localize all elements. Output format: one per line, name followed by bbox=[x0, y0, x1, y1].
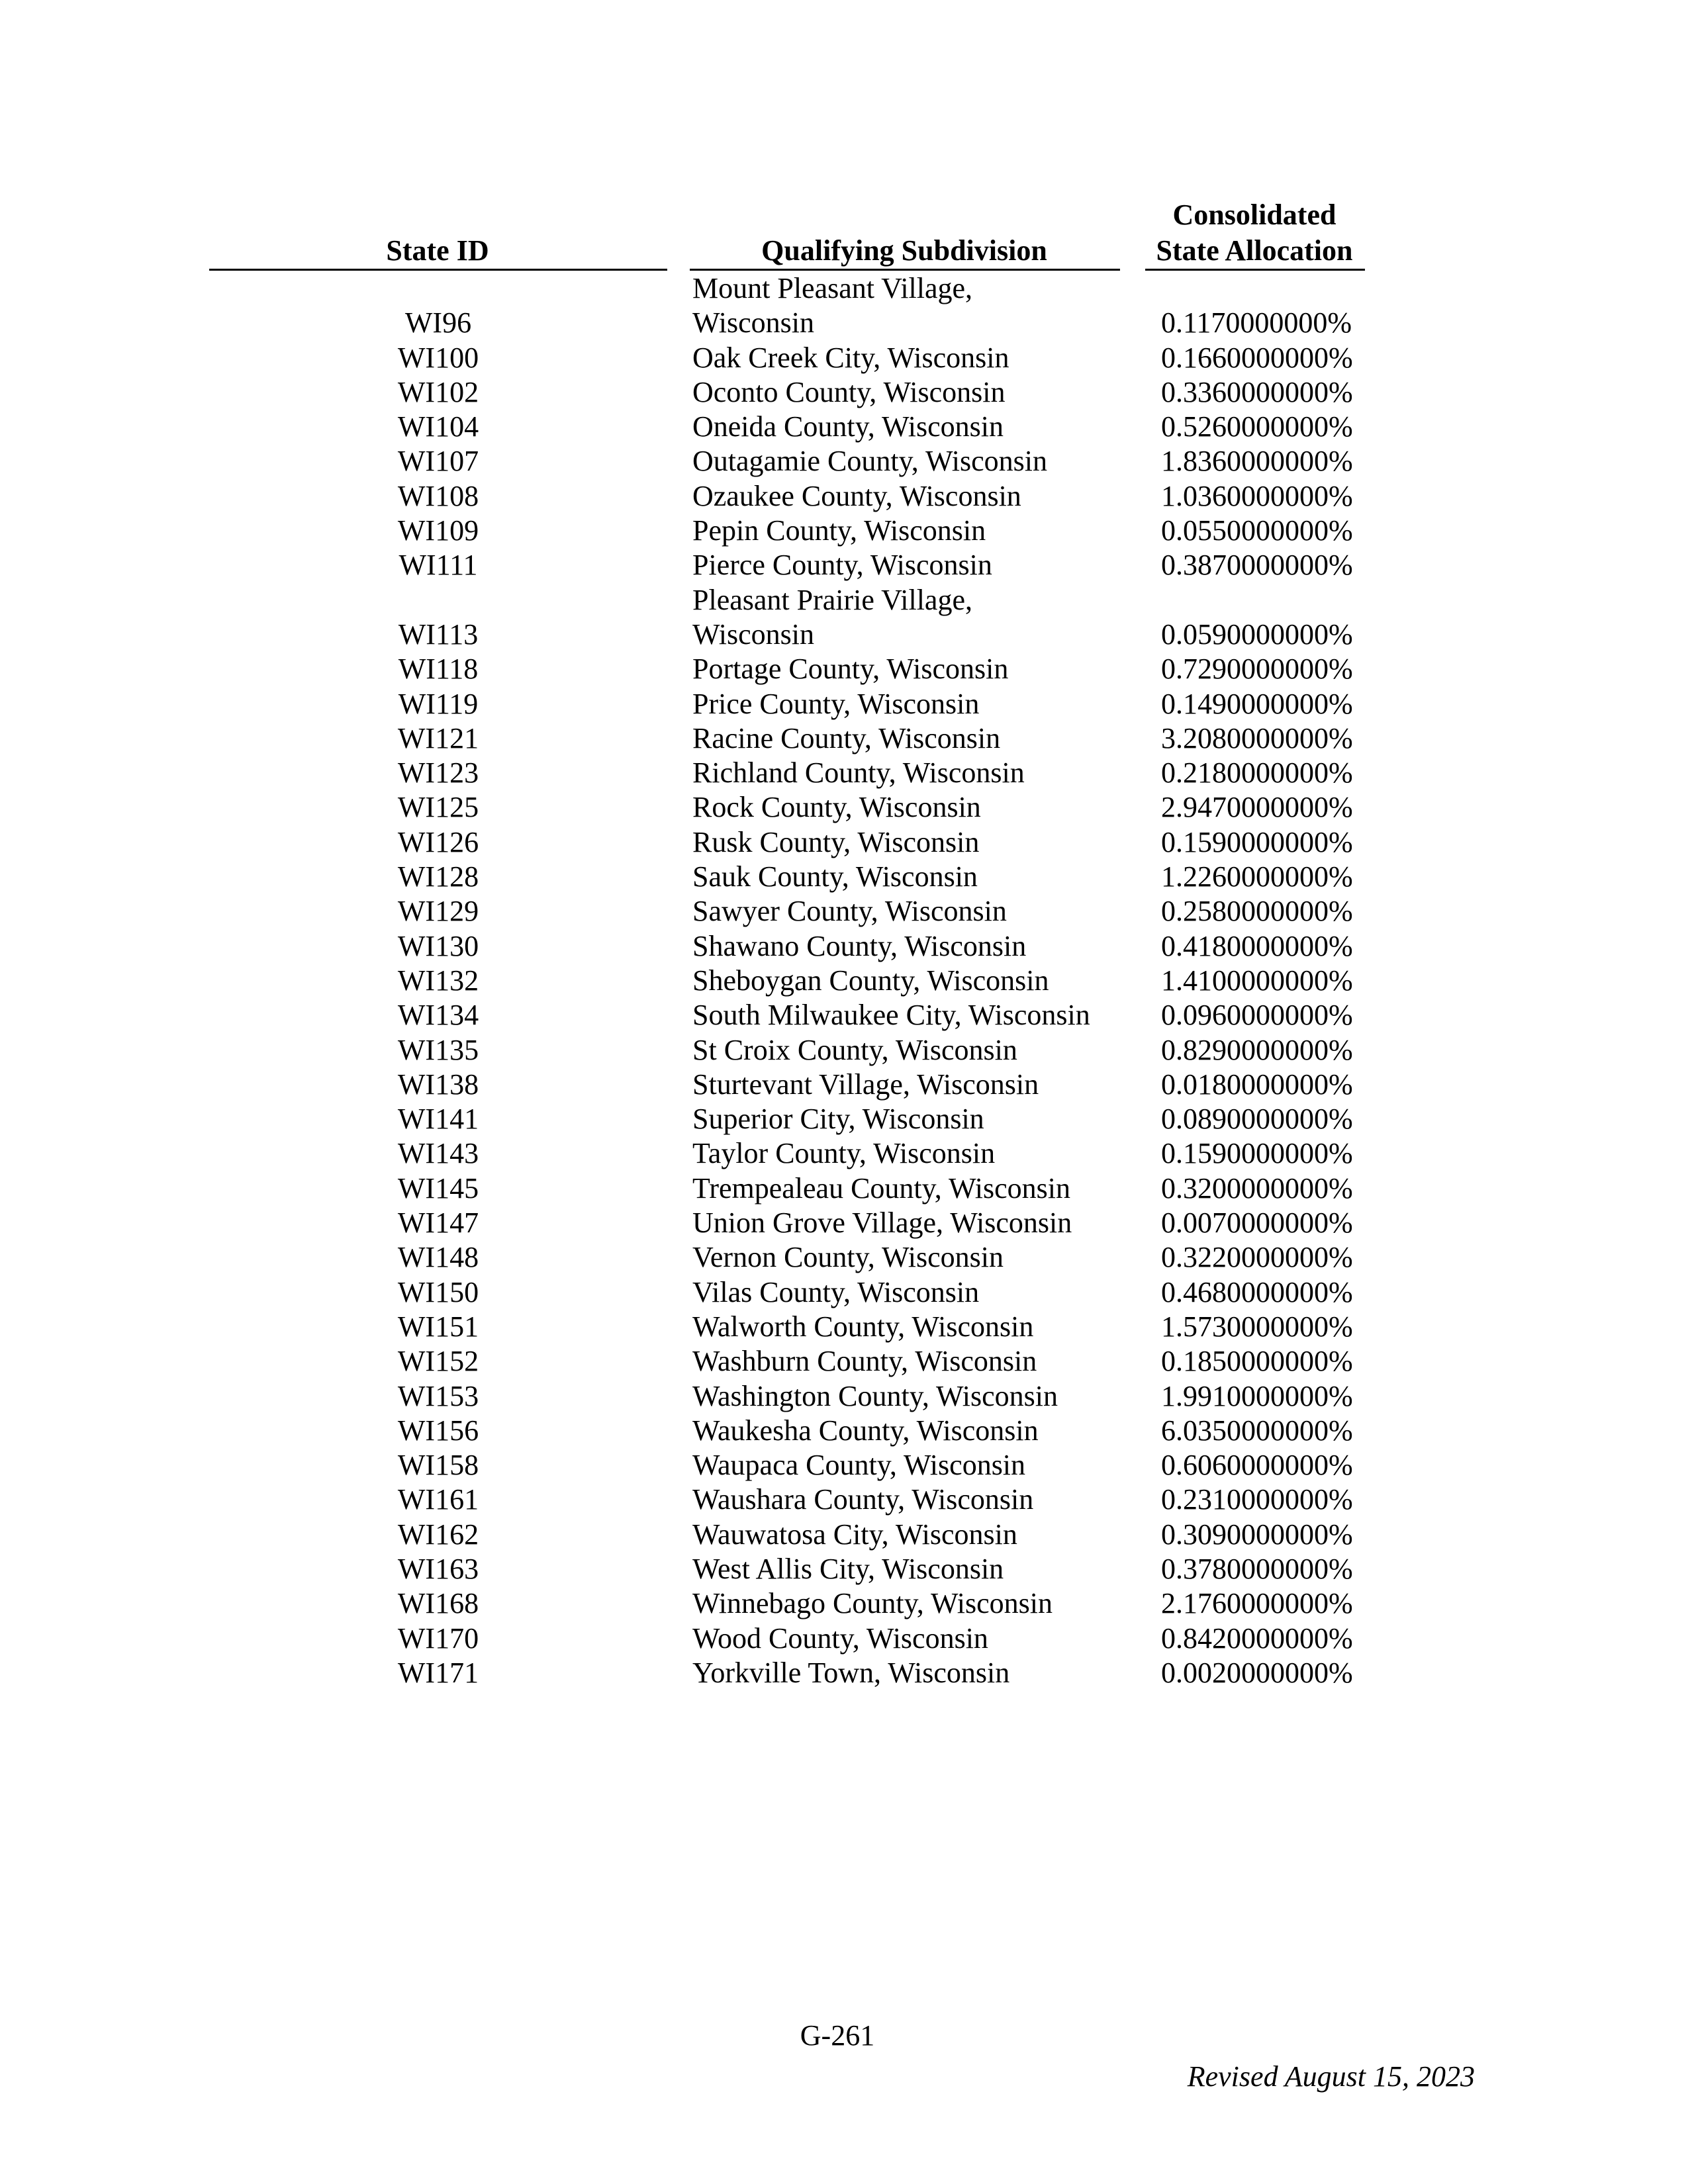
subdivision-line: Oneida County, Wisconsin bbox=[692, 410, 1004, 443]
table-row bbox=[0, 721, 1688, 756]
table-row bbox=[0, 1206, 1688, 1240]
subdivision-cell bbox=[692, 929, 1143, 964]
subdivision-cell bbox=[692, 756, 1143, 790]
subdivision-cell bbox=[692, 1102, 1143, 1136]
allocation-cell: 0.1170000000% bbox=[1161, 306, 1352, 340]
table-row bbox=[0, 1171, 1688, 1206]
subdivision-cell bbox=[692, 1033, 1143, 1068]
state-id-cell: WI170 bbox=[397, 1621, 479, 1655]
state-id-cell: WI152 bbox=[397, 1345, 479, 1378]
table-row bbox=[0, 1102, 1688, 1136]
allocation-cell: 0.0070000000% bbox=[1161, 1206, 1353, 1240]
table-row bbox=[0, 583, 1688, 653]
subdivision-cell bbox=[692, 1310, 1143, 1344]
state-id-cell: WI102 bbox=[397, 375, 479, 408]
subdivision-line: Taylor County, Wisconsin bbox=[692, 1137, 996, 1170]
allocation-cell: 0.1660000000% bbox=[1161, 341, 1353, 374]
allocation-cell: 0.8420000000% bbox=[1161, 1621, 1353, 1655]
state-id-cell: WI121 bbox=[397, 721, 479, 754]
subdivision-cell bbox=[692, 1414, 1143, 1448]
allocation-cell: 0.0590000000% bbox=[1161, 617, 1353, 651]
header-state-id: State ID bbox=[386, 234, 489, 267]
header-allocation-line2: State Allocation bbox=[1156, 234, 1353, 267]
page-number: G-261 bbox=[800, 2019, 875, 2052]
table-row bbox=[0, 1414, 1688, 1448]
subdivision-cell bbox=[692, 1206, 1143, 1240]
state-id-cell: WI161 bbox=[397, 1483, 479, 1516]
subdivision-cell bbox=[692, 271, 1143, 341]
state-id-cell: WI108 bbox=[397, 479, 479, 512]
subdivision-cell bbox=[692, 1621, 1143, 1656]
subdivision-cell bbox=[692, 825, 1143, 860]
table-row bbox=[0, 410, 1688, 444]
subdivision-cell bbox=[692, 894, 1143, 929]
table-row bbox=[0, 1552, 1688, 1586]
table-row bbox=[0, 790, 1688, 825]
subdivision-line: Wauwatosa City, Wisconsin bbox=[692, 1518, 1017, 1551]
table-row bbox=[0, 929, 1688, 964]
subdivision-cell bbox=[692, 1656, 1143, 1690]
state-id-cell: WI163 bbox=[397, 1552, 479, 1585]
subdivision-cell bbox=[692, 583, 1143, 653]
subdivision-line: Winnebago County, Wisconsin bbox=[692, 1587, 1053, 1620]
subdivision-cell bbox=[692, 1482, 1143, 1517]
allocation-cell: 0.8290000000% bbox=[1161, 1033, 1353, 1066]
table-row bbox=[0, 444, 1688, 478]
subdivision-line: Superior City, Wisconsin bbox=[692, 1103, 984, 1136]
subdivision-cell bbox=[692, 652, 1143, 686]
allocation-cell: 0.0550000000% bbox=[1161, 514, 1353, 547]
subdivision-cell bbox=[692, 1068, 1143, 1102]
header-consolidated-state-allocation bbox=[1145, 197, 1364, 269]
allocation-cell: 1.9910000000% bbox=[1161, 1379, 1353, 1412]
subdivision-line: Portage County, Wisconsin bbox=[692, 653, 1009, 686]
table-row bbox=[0, 652, 1688, 686]
subdivision-line: Waushara County, Wisconsin bbox=[692, 1483, 1034, 1516]
subdivision-line: Racine County, Wisconsin bbox=[692, 721, 1001, 754]
allocation-cell: 0.5260000000% bbox=[1161, 410, 1353, 443]
subdivision-cell bbox=[692, 375, 1143, 410]
table-row bbox=[0, 514, 1688, 548]
state-id-cell: WI107 bbox=[397, 445, 479, 478]
subdivision-cell bbox=[692, 548, 1143, 582]
subdivision-line: Sturtevant Village, Wisconsin bbox=[692, 1068, 1039, 1101]
subdivision-line: Washburn County, Wisconsin bbox=[692, 1345, 1037, 1378]
subdivision-cell bbox=[692, 410, 1143, 444]
allocation-table bbox=[0, 271, 1688, 1690]
header-rule-state-id bbox=[209, 269, 667, 271]
allocation-cell: 0.4180000000% bbox=[1161, 929, 1353, 962]
subdivision-line: Vernon County, Wisconsin bbox=[692, 1241, 1004, 1274]
state-id-cell: WI148 bbox=[397, 1241, 479, 1274]
allocation-cell: 0.0020000000% bbox=[1161, 1656, 1353, 1689]
table-row bbox=[0, 998, 1688, 1032]
subdivision-line: West Allis City, Wisconsin bbox=[692, 1552, 1004, 1585]
table-row bbox=[0, 341, 1688, 375]
state-id-cell: WI168 bbox=[397, 1587, 479, 1620]
subdivision-cell bbox=[692, 790, 1143, 825]
state-id-cell: WI104 bbox=[397, 410, 479, 443]
table-row bbox=[0, 375, 1688, 410]
table-row bbox=[0, 687, 1688, 721]
allocation-cell: 0.1850000000% bbox=[1161, 1345, 1353, 1378]
state-id-cell: WI138 bbox=[397, 1068, 479, 1101]
subdivision-cell bbox=[692, 444, 1143, 478]
subdivision-line: Mount Pleasant Village, bbox=[692, 272, 973, 304]
subdivision-cell bbox=[692, 687, 1143, 721]
state-id-cell: WI150 bbox=[397, 1275, 479, 1308]
table-row bbox=[0, 271, 1688, 341]
subdivision-line: Sheboygan County, Wisconsin bbox=[692, 964, 1049, 997]
allocation-cell: 1.5730000000% bbox=[1161, 1310, 1353, 1343]
subdivision-line: Wood County, Wisconsin bbox=[692, 1621, 988, 1655]
allocation-cell: 1.2260000000% bbox=[1161, 860, 1353, 893]
state-id-cell: WI156 bbox=[397, 1414, 479, 1447]
subdivision-line: Sawyer County, Wisconsin bbox=[692, 895, 1007, 928]
subdivision-line: Oak Creek City, Wisconsin bbox=[692, 341, 1009, 374]
header-qualifying-subdivision: Qualifying Subdivision bbox=[761, 234, 1047, 267]
allocation-cell: 0.0890000000% bbox=[1161, 1103, 1353, 1136]
allocation-cell: 0.0960000000% bbox=[1161, 999, 1353, 1032]
subdivision-cell bbox=[692, 1344, 1143, 1379]
header-rule-subdivision bbox=[690, 269, 1120, 271]
subdivision-line: Richland County, Wisconsin bbox=[692, 756, 1025, 790]
table-row bbox=[0, 1240, 1688, 1275]
table-row bbox=[0, 1448, 1688, 1482]
table-row bbox=[0, 756, 1688, 790]
subdivision-line: Shawano County, Wisconsin bbox=[692, 929, 1027, 962]
allocation-cell: 1.4100000000% bbox=[1161, 964, 1353, 997]
state-id-cell: WI143 bbox=[397, 1137, 479, 1170]
subdivision-line: Rusk County, Wisconsin bbox=[692, 825, 980, 858]
subdivision-line: Oconto County, Wisconsin bbox=[692, 375, 1006, 408]
subdivision-line: South Milwaukee City, Wisconsin bbox=[692, 999, 1090, 1032]
allocation-cell: 0.2180000000% bbox=[1161, 756, 1353, 790]
state-id-cell: WI119 bbox=[398, 687, 479, 720]
subdivision-line: Vilas County, Wisconsin bbox=[692, 1275, 980, 1308]
subdivision-line: Pepin County, Wisconsin bbox=[692, 514, 986, 547]
table-row bbox=[0, 1518, 1688, 1552]
subdivision-line: Yorkville Town, Wisconsin bbox=[692, 1656, 1010, 1689]
allocation-cell: 0.4680000000% bbox=[1161, 1275, 1353, 1308]
subdivision-line: Washington County, Wisconsin bbox=[692, 1379, 1058, 1412]
state-id-cell: WI100 bbox=[397, 341, 479, 374]
allocation-cell: 0.3200000000% bbox=[1161, 1171, 1353, 1205]
table-row bbox=[0, 1136, 1688, 1171]
table-row bbox=[0, 1656, 1688, 1690]
state-id-cell: WI171 bbox=[397, 1656, 479, 1689]
allocation-cell: 0.3220000000% bbox=[1161, 1241, 1353, 1274]
subdivision-line: Outagamie County, Wisconsin bbox=[692, 445, 1047, 478]
state-id-cell: WI147 bbox=[397, 1206, 479, 1240]
subdivision-cell bbox=[692, 1136, 1143, 1171]
subdivision-line: Walworth County, Wisconsin bbox=[692, 1310, 1034, 1343]
state-id-cell: WI151 bbox=[397, 1310, 479, 1343]
table-row bbox=[0, 479, 1688, 514]
table-row bbox=[0, 1068, 1688, 1102]
table-row bbox=[0, 1275, 1688, 1310]
state-id-cell: WI135 bbox=[397, 1033, 479, 1066]
allocation-cell: 1.8360000000% bbox=[1161, 445, 1353, 478]
state-id-cell: WI123 bbox=[397, 756, 479, 790]
subdivision-line: Ozaukee County, Wisconsin bbox=[692, 479, 1021, 512]
state-id-cell: WI145 bbox=[397, 1171, 479, 1205]
allocation-cell: 1.0360000000% bbox=[1161, 479, 1353, 512]
subdivision-cell bbox=[692, 1552, 1143, 1586]
table-row bbox=[0, 1482, 1688, 1517]
subdivision-cell bbox=[692, 479, 1143, 514]
allocation-cell: 0.1590000000% bbox=[1161, 1137, 1353, 1170]
table-row bbox=[0, 1586, 1688, 1621]
subdivision-cell bbox=[692, 1586, 1143, 1621]
subdivision-cell bbox=[692, 514, 1143, 548]
subdivision-cell bbox=[692, 998, 1143, 1032]
state-id-cell: WI162 bbox=[397, 1518, 479, 1551]
subdivision-line: Waupaca County, Wisconsin bbox=[692, 1449, 1026, 1482]
subdivision-cell bbox=[692, 1240, 1143, 1275]
subdivision-cell bbox=[692, 1448, 1143, 1482]
state-id-cell: WI129 bbox=[397, 895, 479, 928]
table-row bbox=[0, 964, 1688, 998]
subdivision-cell bbox=[692, 1518, 1143, 1552]
table-row bbox=[0, 1344, 1688, 1379]
subdivision-line: Waukesha County, Wisconsin bbox=[692, 1414, 1039, 1447]
state-id-cell: WI130 bbox=[397, 929, 479, 962]
allocation-cell: 0.3780000000% bbox=[1161, 1552, 1353, 1585]
subdivision-cell bbox=[692, 964, 1143, 998]
subdivision-line: Trempealeau County, Wisconsin bbox=[692, 1171, 1070, 1205]
table-row bbox=[0, 825, 1688, 860]
table-row bbox=[0, 860, 1688, 894]
allocation-cell: 0.7290000000% bbox=[1161, 653, 1353, 686]
state-id-cell: WI96 bbox=[404, 306, 472, 340]
subdivision-cell bbox=[692, 1171, 1143, 1206]
allocation-cell: 0.1590000000% bbox=[1161, 825, 1353, 858]
state-id-cell: WI118 bbox=[398, 653, 479, 686]
subdivision-cell bbox=[692, 1275, 1143, 1310]
allocation-cell: 6.0350000000% bbox=[1161, 1414, 1353, 1447]
subdivision-line: Rock County, Wisconsin bbox=[692, 791, 981, 824]
header-rule-allocation bbox=[1145, 269, 1365, 271]
state-id-cell: WI153 bbox=[397, 1379, 479, 1412]
allocation-cell: 0.2310000000% bbox=[1161, 1483, 1353, 1516]
state-id-cell: WI134 bbox=[397, 999, 479, 1032]
state-id-cell: WI132 bbox=[397, 964, 479, 997]
state-id-cell: WI111 bbox=[399, 549, 478, 582]
subdivision-line: Wisconsin bbox=[692, 617, 814, 651]
subdivision-line: Pierce County, Wisconsin bbox=[692, 549, 992, 582]
subdivision-cell bbox=[692, 860, 1143, 894]
table-row bbox=[0, 1033, 1688, 1068]
allocation-cell: 0.0180000000% bbox=[1161, 1068, 1353, 1101]
table-row bbox=[0, 1310, 1688, 1344]
subdivision-line: Wisconsin bbox=[692, 306, 814, 340]
state-id-cell: WI125 bbox=[397, 791, 479, 824]
allocation-cell: 0.1490000000% bbox=[1161, 687, 1353, 720]
subdivision-cell bbox=[692, 1379, 1143, 1414]
allocation-cell: 0.3360000000% bbox=[1161, 375, 1353, 408]
table-row bbox=[0, 894, 1688, 929]
state-id-cell: WI158 bbox=[397, 1449, 479, 1482]
allocation-cell: 3.2080000000% bbox=[1161, 721, 1353, 754]
table-row bbox=[0, 1621, 1688, 1656]
subdivision-line: Price County, Wisconsin bbox=[692, 687, 980, 720]
table-row bbox=[0, 1379, 1688, 1414]
allocation-cell: 0.2580000000% bbox=[1161, 895, 1353, 928]
state-id-cell: WI141 bbox=[397, 1103, 479, 1136]
table-row bbox=[0, 548, 1688, 582]
allocation-cell: 2.9470000000% bbox=[1161, 791, 1353, 824]
allocation-cell: 0.3870000000% bbox=[1161, 549, 1353, 582]
subdivision-cell bbox=[692, 341, 1143, 375]
subdivision-line: St Croix County, Wisconsin bbox=[692, 1033, 1017, 1066]
state-id-cell: WI128 bbox=[397, 860, 479, 893]
state-id-cell: WI109 bbox=[397, 514, 479, 547]
allocation-cell: 0.6060000000% bbox=[1161, 1449, 1353, 1482]
allocation-cell: 0.3090000000% bbox=[1161, 1518, 1353, 1551]
header-allocation-line1: Consolidated bbox=[1172, 199, 1336, 231]
allocation-cell: 2.1760000000% bbox=[1161, 1587, 1353, 1620]
state-id-cell: WI113 bbox=[398, 617, 479, 651]
subdivision-line: Sauk County, Wisconsin bbox=[692, 860, 978, 893]
subdivision-line: Pleasant Prairie Village, bbox=[692, 583, 972, 616]
revised-date: Revised August 15, 2023 bbox=[1187, 2060, 1475, 2093]
subdivision-cell bbox=[692, 721, 1143, 756]
subdivision-line: Union Grove Village, Wisconsin bbox=[692, 1206, 1072, 1240]
state-id-cell: WI126 bbox=[397, 825, 479, 858]
